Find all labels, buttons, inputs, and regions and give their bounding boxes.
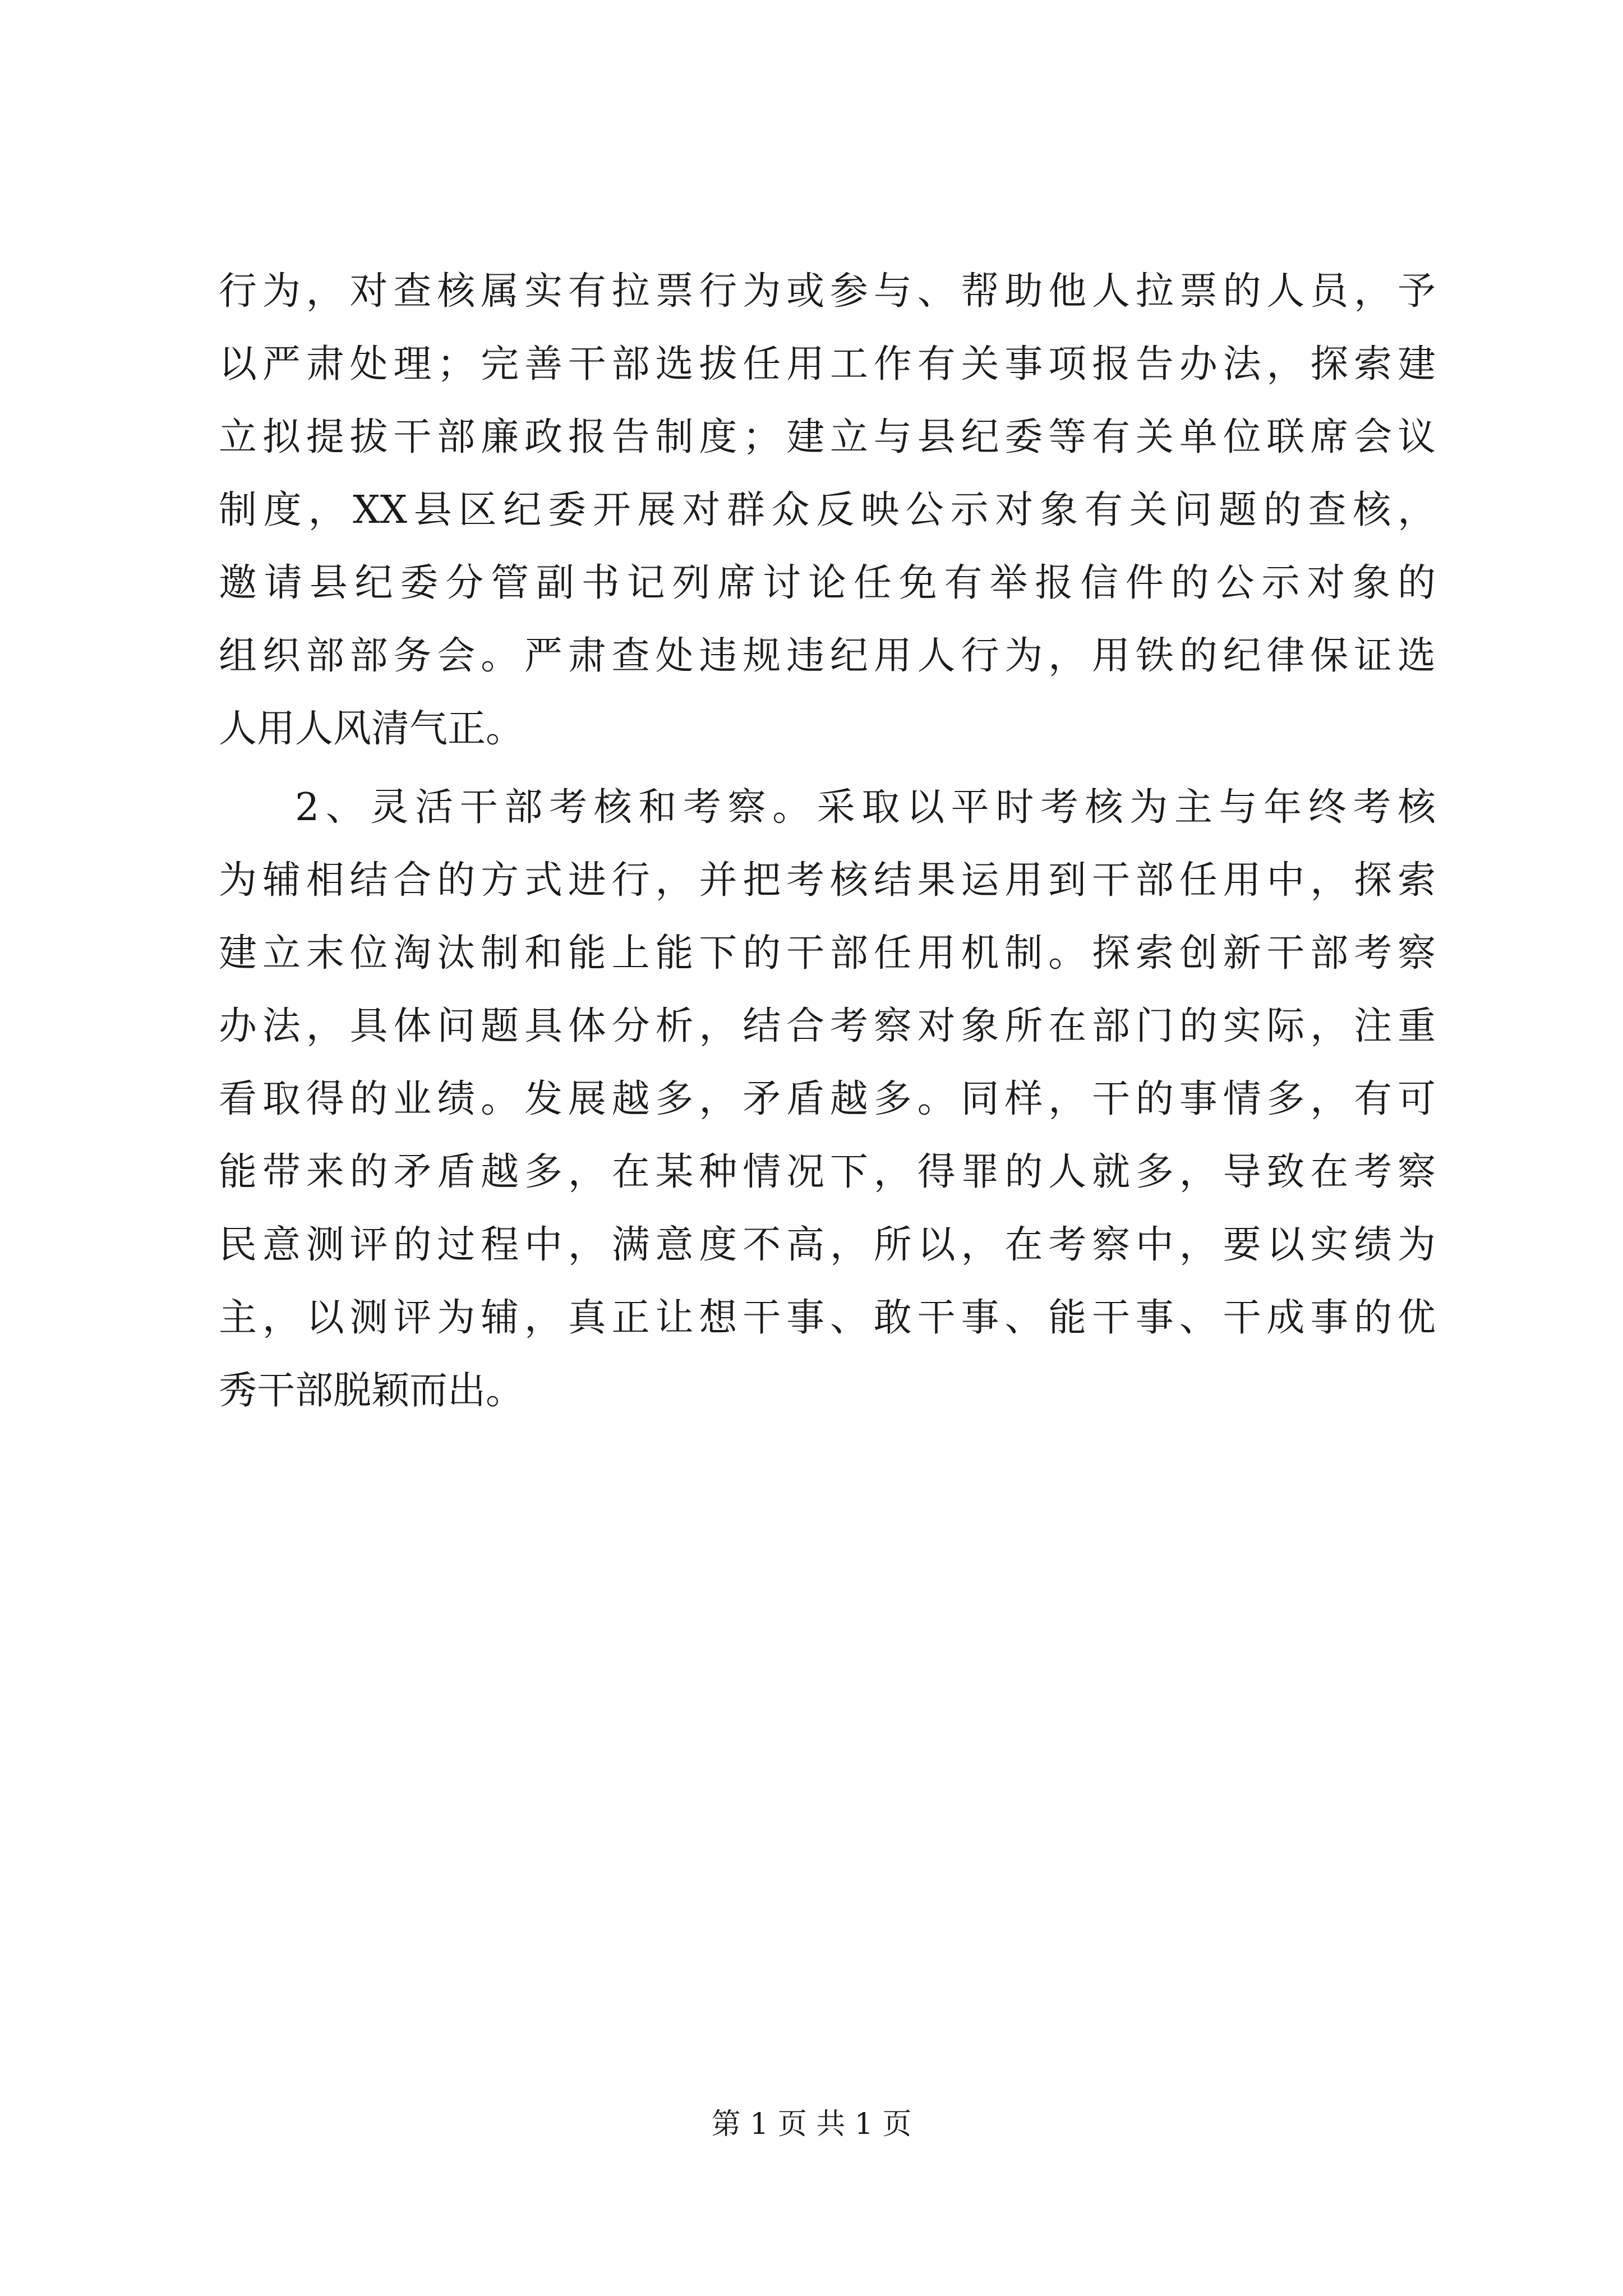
paragraph-spacer <box>219 766 1436 771</box>
paragraph-1 <box>219 255 1436 766</box>
text-line: 人用人风清气正。 <box>219 707 524 751</box>
page-footer <box>0 2105 1623 2144</box>
text-line: 办法，具体问题具体分析，结合考察对象所在部门的实际，注重 <box>219 1004 1436 1048</box>
text-line: 能带来的矛盾越多，在某种情况下，得罪的人就多，导致在考察 <box>219 1150 1436 1194</box>
page-number-label: 第 1 页 共 1 页 <box>711 2108 912 2141</box>
text-line: 2、灵活干部考核和考察。采取以平时考核为主与年终考核 <box>295 785 1436 830</box>
text-line: 制度，XX县区纪委开展对群众反映公示对象有关问题的查核， <box>219 488 1436 532</box>
text-line: 看取得的业绩。发展越多，矛盾越多。同样，干的事情多，有可 <box>219 1077 1436 1121</box>
text-line: 行为，对查核属实有拉票行为或参与、帮助他人拉票的人员，予 <box>219 269 1436 314</box>
text-line: 以严肃处理；完善干部选拔任用工作有关事项报告办法，探索建 <box>219 342 1436 386</box>
text-line: 为辅相结合的方式进行，并把考核结果运用到干部任用中，探索 <box>219 858 1436 903</box>
text-line: 秀干部脱颖而出。 <box>219 1369 524 1413</box>
text-line: 立拟提拔干部廉政报告制度；建立与县纪委等有关单位联席会议 <box>219 415 1436 459</box>
text-line: 主，以测评为辅，真正让想干事、敢干事、能干事、干成事的优 <box>219 1296 1436 1340</box>
text-line: 邀请县纪委分管副书记列席讨论任免有举报信件的公示对象的 <box>219 561 1436 605</box>
text-line: 民意测评的过程中，满意度不高，所以，在考察中，要以实绩为 <box>219 1223 1436 1267</box>
paragraph-2 <box>219 771 1436 1428</box>
text-line: 组织部部务会。严肃查处违规违纪用人行为，用铁的纪律保证选 <box>219 634 1436 678</box>
document-body <box>219 255 1436 1428</box>
text-line: 建立末位淘汰制和能上能下的干部任用机制。探索创新干部考察 <box>219 931 1436 976</box>
